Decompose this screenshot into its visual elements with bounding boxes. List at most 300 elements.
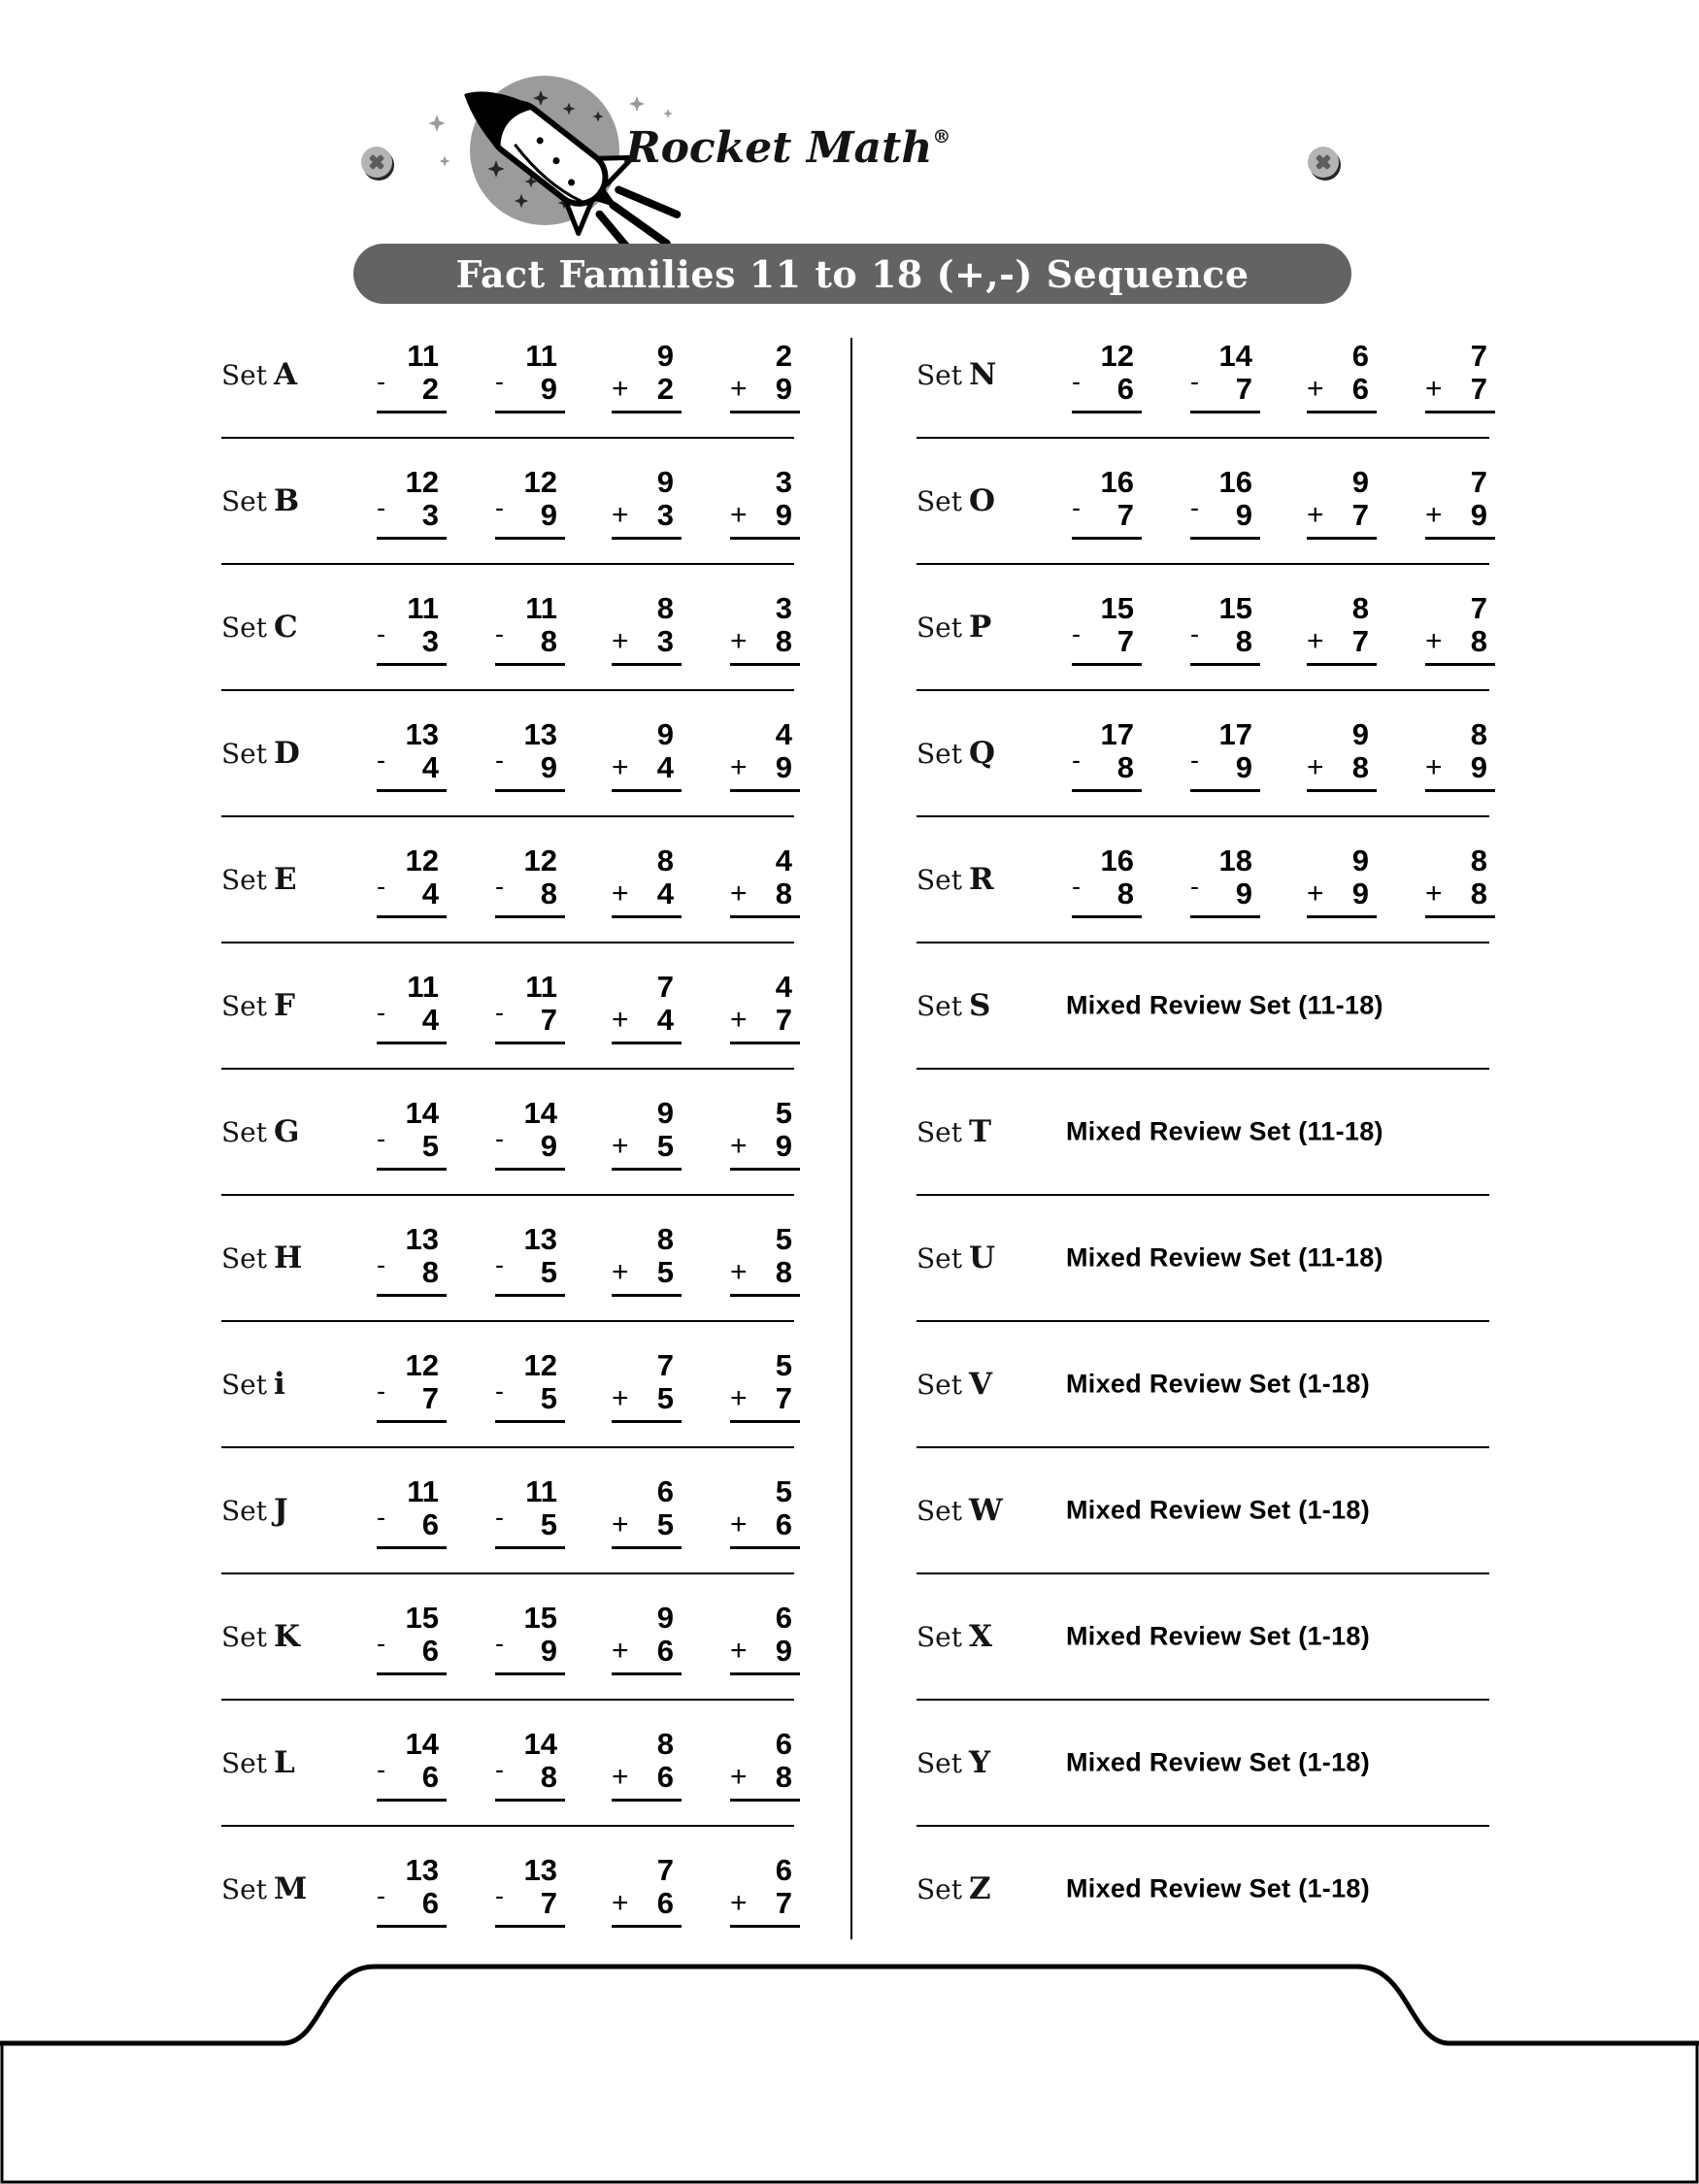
- set-row-review: [916, 1322, 1489, 1448]
- problem-operator: -: [495, 1376, 504, 1406]
- problem-operator: -: [377, 1124, 385, 1153]
- problem-operator: -: [377, 1755, 385, 1784]
- math-problem: [612, 1097, 682, 1171]
- problem-operator: +: [1425, 499, 1443, 531]
- set-row: [221, 565, 794, 691]
- math-problem: [730, 1728, 800, 1802]
- problem-operator: +: [730, 499, 748, 531]
- math-problem: [612, 1602, 682, 1675]
- problem-bottom-number: 8: [540, 624, 557, 658]
- problem-operator: -: [495, 872, 504, 901]
- set-letter: X: [969, 1619, 993, 1654]
- problem-top-number: 3: [775, 465, 792, 499]
- set-word: Set: [916, 485, 963, 517]
- problem-cells: [221, 565, 794, 689]
- problem-bottom-number: 7: [1351, 624, 1369, 658]
- answer-line: [612, 1925, 682, 1928]
- problem-bottom-number: 8: [421, 1255, 439, 1289]
- math-problem: [612, 1854, 682, 1928]
- math-problem: [495, 844, 565, 918]
- set-word: Set: [916, 612, 963, 644]
- problem-bottom-number: 3: [421, 498, 439, 532]
- problem-operator: -: [377, 1503, 385, 1532]
- set-row: [916, 565, 1489, 691]
- problem-top-number: 14: [405, 1727, 439, 1761]
- problem-bottom-number: 9: [1470, 750, 1487, 784]
- mixed-review-label: Mixed Review Set (1-18): [1066, 1747, 1371, 1777]
- problem-operator: +: [1425, 373, 1443, 405]
- problem-bottom-number: 5: [656, 1381, 674, 1415]
- set-row: [221, 313, 794, 439]
- set-row: [916, 691, 1489, 817]
- answer-line: [612, 1672, 682, 1675]
- math-problem: [377, 844, 447, 918]
- answer-line: [612, 537, 682, 540]
- problem-top-number: 13: [405, 717, 439, 751]
- problem-operator: -: [377, 1629, 385, 1658]
- problem-operator: +: [612, 1761, 629, 1793]
- answer-line: [730, 789, 800, 792]
- problem-top-number: 11: [525, 1474, 557, 1508]
- set-word: Set: [916, 1873, 963, 1905]
- problem-bottom-number: 6: [656, 1760, 674, 1794]
- answer-line: [1072, 663, 1142, 666]
- brand-text: Rocket Math®: [625, 123, 951, 173]
- problem-operator: -: [377, 1250, 385, 1279]
- problem-bottom-number: 4: [421, 1003, 439, 1037]
- set-label: [916, 1619, 992, 1654]
- answer-line: [1425, 537, 1495, 540]
- problem-operator: +: [730, 1004, 748, 1036]
- problem-operator: +: [612, 1887, 629, 1919]
- problem-top-number: 9: [656, 465, 674, 499]
- math-problem: [495, 718, 565, 792]
- answer-line: [377, 1420, 447, 1423]
- problem-operator: -: [377, 1881, 385, 1910]
- problem-top-number: 13: [405, 1222, 439, 1256]
- answer-line: [1425, 789, 1495, 792]
- problem-operator: -: [495, 1881, 504, 1910]
- answer-line: [1307, 915, 1377, 918]
- column-left: [221, 313, 794, 1951]
- problem-bottom-number: 9: [1235, 877, 1252, 910]
- problem-operator: -: [377, 745, 385, 775]
- problem-top-number: 14: [523, 1096, 557, 1130]
- math-problem: [377, 1602, 447, 1675]
- math-problem: [730, 1854, 800, 1928]
- math-problem: [1072, 340, 1142, 414]
- problem-bottom-number: 7: [1470, 372, 1487, 406]
- set-label: [916, 1114, 991, 1149]
- math-problem: [1307, 844, 1377, 918]
- problem-top-number: 5: [775, 1096, 792, 1130]
- set-letter: D: [274, 736, 300, 771]
- problem-operator: +: [612, 373, 629, 405]
- set-letter: P: [969, 610, 992, 645]
- problem-bottom-number: 6: [775, 1507, 792, 1541]
- problem-operator: -: [1190, 367, 1199, 396]
- problem-bottom-number: 8: [1116, 877, 1134, 910]
- problem-bottom-number: 7: [1116, 498, 1134, 532]
- set-row: [221, 691, 794, 817]
- set-word: Set: [221, 1242, 268, 1274]
- math-problem: [612, 466, 682, 540]
- column-divider: [850, 338, 852, 1939]
- set-row: [221, 1574, 794, 1701]
- problem-cells: [221, 1322, 794, 1446]
- problem-bottom-number: 4: [656, 750, 674, 784]
- math-problem: [495, 1097, 565, 1171]
- problem-bottom-number: 9: [540, 1634, 557, 1668]
- set-word: Set: [221, 612, 268, 644]
- problem-top-number: 9: [1351, 844, 1369, 877]
- math-problem: [730, 718, 800, 792]
- set-word: Set: [916, 1242, 963, 1274]
- mixed-review-label: Mixed Review Set (1-18): [1066, 1495, 1371, 1525]
- problem-bottom-number: 9: [775, 1129, 792, 1163]
- problem-bottom-number: 8: [775, 1255, 792, 1289]
- problem-cells: [916, 691, 1489, 815]
- set-word: Set: [221, 359, 268, 391]
- math-problem: [1307, 592, 1377, 666]
- problem-top-number: 4: [775, 844, 792, 877]
- math-problem: [1425, 466, 1495, 540]
- set-row: [221, 943, 794, 1070]
- name-tab-outline: [0, 1941, 1699, 2184]
- answer-line: [377, 1546, 447, 1549]
- problem-bottom-number: 8: [1470, 877, 1487, 910]
- problem-cells: [221, 439, 794, 563]
- problem-operator: -: [495, 1250, 504, 1279]
- answer-line: [612, 1799, 682, 1802]
- math-problem: [612, 1349, 682, 1423]
- set-row-review: [916, 1701, 1489, 1827]
- set-row: [221, 817, 794, 943]
- problem-top-number: 5: [775, 1348, 792, 1382]
- math-problem: [495, 1728, 565, 1802]
- math-problem: [495, 1223, 565, 1297]
- problem-top-number: 11: [525, 339, 557, 373]
- problem-bottom-number: 6: [1116, 372, 1134, 406]
- problem-operator: -: [377, 367, 385, 396]
- answer-line: [730, 1672, 800, 1675]
- math-problem: [1425, 592, 1495, 666]
- set-letter: F: [274, 988, 296, 1023]
- problem-operator: -: [1190, 745, 1199, 775]
- math-problem: [730, 1223, 800, 1297]
- math-problem: [1190, 592, 1260, 666]
- problem-top-number: 8: [656, 844, 674, 877]
- answer-line: [730, 1042, 800, 1044]
- mixed-review-label: Mixed Review Set (1-18): [1066, 1873, 1371, 1903]
- problem-top-number: 13: [523, 1222, 557, 1256]
- set-word: Set: [221, 738, 268, 770]
- set-word: Set: [221, 990, 268, 1022]
- problem-top-number: 14: [523, 1727, 557, 1761]
- problem-top-number: 12: [405, 844, 439, 877]
- problem-bottom-number: 5: [656, 1129, 674, 1163]
- answer-line: [1190, 789, 1260, 792]
- problem-top-number: 4: [775, 717, 792, 751]
- problem-cells: [221, 817, 794, 942]
- answer-line: [730, 915, 800, 918]
- problem-operator: +: [612, 1635, 629, 1667]
- problem-bottom-number: 3: [656, 624, 674, 658]
- answer-line: [730, 1546, 800, 1549]
- problem-bottom-number: 8: [775, 1760, 792, 1794]
- problem-operator: +: [612, 1256, 629, 1288]
- math-problem: [1072, 844, 1142, 918]
- problem-top-number: 15: [405, 1601, 439, 1635]
- answer-line: [495, 537, 565, 540]
- math-problem: [377, 466, 447, 540]
- problem-operator: -: [377, 493, 385, 522]
- answer-line: [495, 1672, 565, 1675]
- problem-top-number: 8: [656, 1727, 674, 1761]
- math-problem: [377, 1097, 447, 1171]
- answer-line: [612, 1420, 682, 1423]
- problem-operator: +: [612, 625, 629, 657]
- answer-line: [495, 1546, 565, 1549]
- answer-line: [1425, 411, 1495, 414]
- problem-operator: -: [495, 367, 504, 396]
- answer-line: [377, 411, 447, 414]
- problem-bottom-number: 8: [1116, 750, 1134, 784]
- set-label: [916, 1367, 992, 1402]
- problem-bottom-number: 7: [540, 1886, 557, 1920]
- problem-bottom-number: 5: [540, 1381, 557, 1415]
- page-title: Fact Families 11 to 18 (+,-) Sequence: [455, 251, 1249, 296]
- problem-cells: [221, 943, 794, 1068]
- problem-cells: [916, 313, 1489, 437]
- answer-line: [612, 1546, 682, 1549]
- set-letter: S: [969, 988, 991, 1023]
- set-word: Set: [916, 1495, 963, 1527]
- math-problem: [377, 1223, 447, 1297]
- problem-top-number: 11: [407, 970, 439, 1004]
- set-letter: A: [274, 357, 298, 392]
- problem-top-number: 13: [523, 1853, 557, 1887]
- problem-top-number: 18: [1218, 844, 1252, 877]
- math-problem: [612, 971, 682, 1044]
- problem-top-number: 14: [1218, 339, 1252, 373]
- problem-bottom-number: 5: [656, 1255, 674, 1289]
- problem-operator: +: [730, 1130, 748, 1162]
- problem-bottom-number: 6: [656, 1634, 674, 1668]
- math-problem: [1190, 844, 1260, 918]
- problem-top-number: 9: [1351, 717, 1369, 751]
- answer-line: [1072, 537, 1142, 540]
- problem-operator: -: [495, 619, 504, 648]
- answer-line: [377, 537, 447, 540]
- set-word: Set: [916, 1116, 963, 1148]
- problem-operator: -: [495, 1755, 504, 1784]
- problem-top-number: 16: [1218, 465, 1252, 499]
- set-label: [916, 1493, 1003, 1528]
- problem-operator: -: [1072, 619, 1081, 648]
- math-problem: [495, 1475, 565, 1549]
- problem-top-number: 15: [1218, 591, 1252, 625]
- problem-top-number: 16: [1100, 465, 1134, 499]
- problem-top-number: 12: [405, 465, 439, 499]
- problem-bottom-number: 7: [1351, 498, 1369, 532]
- problem-operator: +: [730, 1887, 748, 1919]
- set-letter: B: [274, 483, 300, 518]
- problem-bottom-number: 5: [656, 1507, 674, 1541]
- set-word: Set: [221, 1369, 268, 1401]
- math-problem: [612, 718, 682, 792]
- math-problem: [1072, 718, 1142, 792]
- problem-operator: +: [730, 1761, 748, 1793]
- math-problem: [730, 844, 800, 918]
- answer-line: [612, 663, 682, 666]
- answer-line: [377, 1168, 447, 1171]
- problem-top-number: 15: [523, 1601, 557, 1635]
- math-problem: [495, 1602, 565, 1675]
- answer-line: [1072, 789, 1142, 792]
- problem-cells: [221, 691, 794, 815]
- set-word: Set: [916, 1369, 963, 1401]
- set-label: [916, 1871, 991, 1906]
- set-word: Set: [221, 1747, 268, 1779]
- problem-operator: -: [1072, 872, 1081, 901]
- set-row-review: [916, 1196, 1489, 1322]
- problem-operator: -: [377, 872, 385, 901]
- problem-bottom-number: 9: [775, 372, 792, 406]
- math-problem: [1307, 466, 1377, 540]
- problem-top-number: 13: [405, 1853, 439, 1887]
- math-problem: [495, 1854, 565, 1928]
- answer-line: [495, 1294, 565, 1297]
- problem-top-number: 12: [405, 1348, 439, 1382]
- answer-line: [612, 1168, 682, 1171]
- answer-line: [1190, 663, 1260, 666]
- problem-operator: +: [730, 1508, 748, 1540]
- problem-top-number: 12: [1100, 339, 1134, 373]
- problem-operator: -: [495, 1124, 504, 1153]
- problem-bottom-number: 6: [421, 1634, 439, 1668]
- math-problem: [495, 340, 565, 414]
- math-problem: [1072, 466, 1142, 540]
- answer-line: [730, 1799, 800, 1802]
- problem-top-number: 7: [1470, 591, 1487, 625]
- set-letter: G: [274, 1114, 300, 1149]
- answer-line: [377, 1799, 447, 1802]
- problem-top-number: 8: [656, 591, 674, 625]
- problem-operator: -: [1072, 493, 1081, 522]
- answer-line: [612, 411, 682, 414]
- set-word: Set: [916, 359, 963, 391]
- problem-bottom-number: 5: [540, 1255, 557, 1289]
- set-word: Set: [221, 1495, 268, 1527]
- problem-operator: +: [1307, 751, 1324, 783]
- problem-cells: [221, 313, 794, 437]
- set-word: Set: [221, 485, 268, 517]
- answer-line: [1307, 537, 1377, 540]
- math-problem: [377, 971, 447, 1044]
- set-label: [916, 1745, 990, 1780]
- set-letter: V: [969, 1367, 993, 1402]
- problem-bottom-number: 9: [1351, 877, 1369, 910]
- problem-operator: +: [1307, 877, 1324, 910]
- problem-operator: +: [612, 1130, 629, 1162]
- answer-line: [495, 1420, 565, 1423]
- problem-top-number: 12: [523, 465, 557, 499]
- answer-line: [1425, 915, 1495, 918]
- set-word: Set: [221, 1116, 268, 1148]
- math-problem: [377, 1349, 447, 1423]
- answer-line: [612, 1294, 682, 1297]
- problem-operator: +: [730, 1635, 748, 1667]
- problem-operator: +: [730, 625, 748, 657]
- problem-top-number: 6: [775, 1853, 792, 1887]
- problem-bottom-number: 9: [775, 498, 792, 532]
- math-problem: [612, 844, 682, 918]
- mixed-review-label: Mixed Review Set (11-18): [1066, 1242, 1383, 1273]
- problem-top-number: 17: [1218, 717, 1252, 751]
- set-letter: N: [969, 357, 997, 392]
- math-problem: [730, 1475, 800, 1549]
- set-letter: R: [969, 862, 994, 897]
- set-word: Set: [916, 864, 963, 896]
- problem-operator: -: [377, 998, 385, 1027]
- problem-bottom-number: 6: [1351, 372, 1369, 406]
- set-row-review: [916, 1574, 1489, 1701]
- set-row: [221, 1070, 794, 1196]
- problem-top-number: 13: [523, 717, 557, 751]
- set-letter: Z: [969, 1871, 991, 1906]
- problem-top-number: 7: [1470, 465, 1487, 499]
- math-problem: [730, 592, 800, 666]
- problem-top-number: 12: [523, 1348, 557, 1382]
- set-word: Set: [221, 1873, 268, 1905]
- answer-line: [495, 411, 565, 414]
- problem-cells: [916, 565, 1489, 689]
- set-row: [221, 1322, 794, 1448]
- problem-bottom-number: 7: [1116, 624, 1134, 658]
- set-letter: Q: [969, 736, 996, 771]
- problem-bottom-number: 4: [421, 750, 439, 784]
- problem-bottom-number: 5: [540, 1507, 557, 1541]
- math-problem: [1425, 718, 1495, 792]
- problem-top-number: 15: [1100, 591, 1134, 625]
- problem-bottom-number: 9: [1235, 498, 1252, 532]
- problem-top-number: 11: [525, 591, 557, 625]
- problem-cells: [916, 817, 1489, 942]
- answer-line: [730, 1168, 800, 1171]
- problem-top-number: 9: [656, 717, 674, 751]
- problem-top-number: 12: [523, 844, 557, 877]
- problem-top-number: 11: [407, 1474, 439, 1508]
- problem-operator: -: [1190, 872, 1199, 901]
- problem-bottom-number: 7: [775, 1886, 792, 1920]
- problem-bottom-number: 5: [421, 1129, 439, 1163]
- problem-bottom-number: 8: [1470, 624, 1487, 658]
- problem-top-number: 7: [656, 1853, 674, 1887]
- problem-bottom-number: 9: [1470, 498, 1487, 532]
- set-letter: E: [274, 862, 297, 897]
- problem-operator: +: [1307, 499, 1324, 531]
- problem-bottom-number: 2: [421, 372, 439, 406]
- problem-bottom-number: 9: [1235, 750, 1252, 784]
- answer-line: [730, 537, 800, 540]
- problem-operator: +: [1425, 751, 1443, 783]
- problem-top-number: 11: [407, 339, 439, 373]
- problem-top-number: 2: [775, 339, 792, 373]
- math-problem: [730, 466, 800, 540]
- problem-operator: -: [1072, 745, 1081, 775]
- problem-operator: +: [612, 877, 629, 910]
